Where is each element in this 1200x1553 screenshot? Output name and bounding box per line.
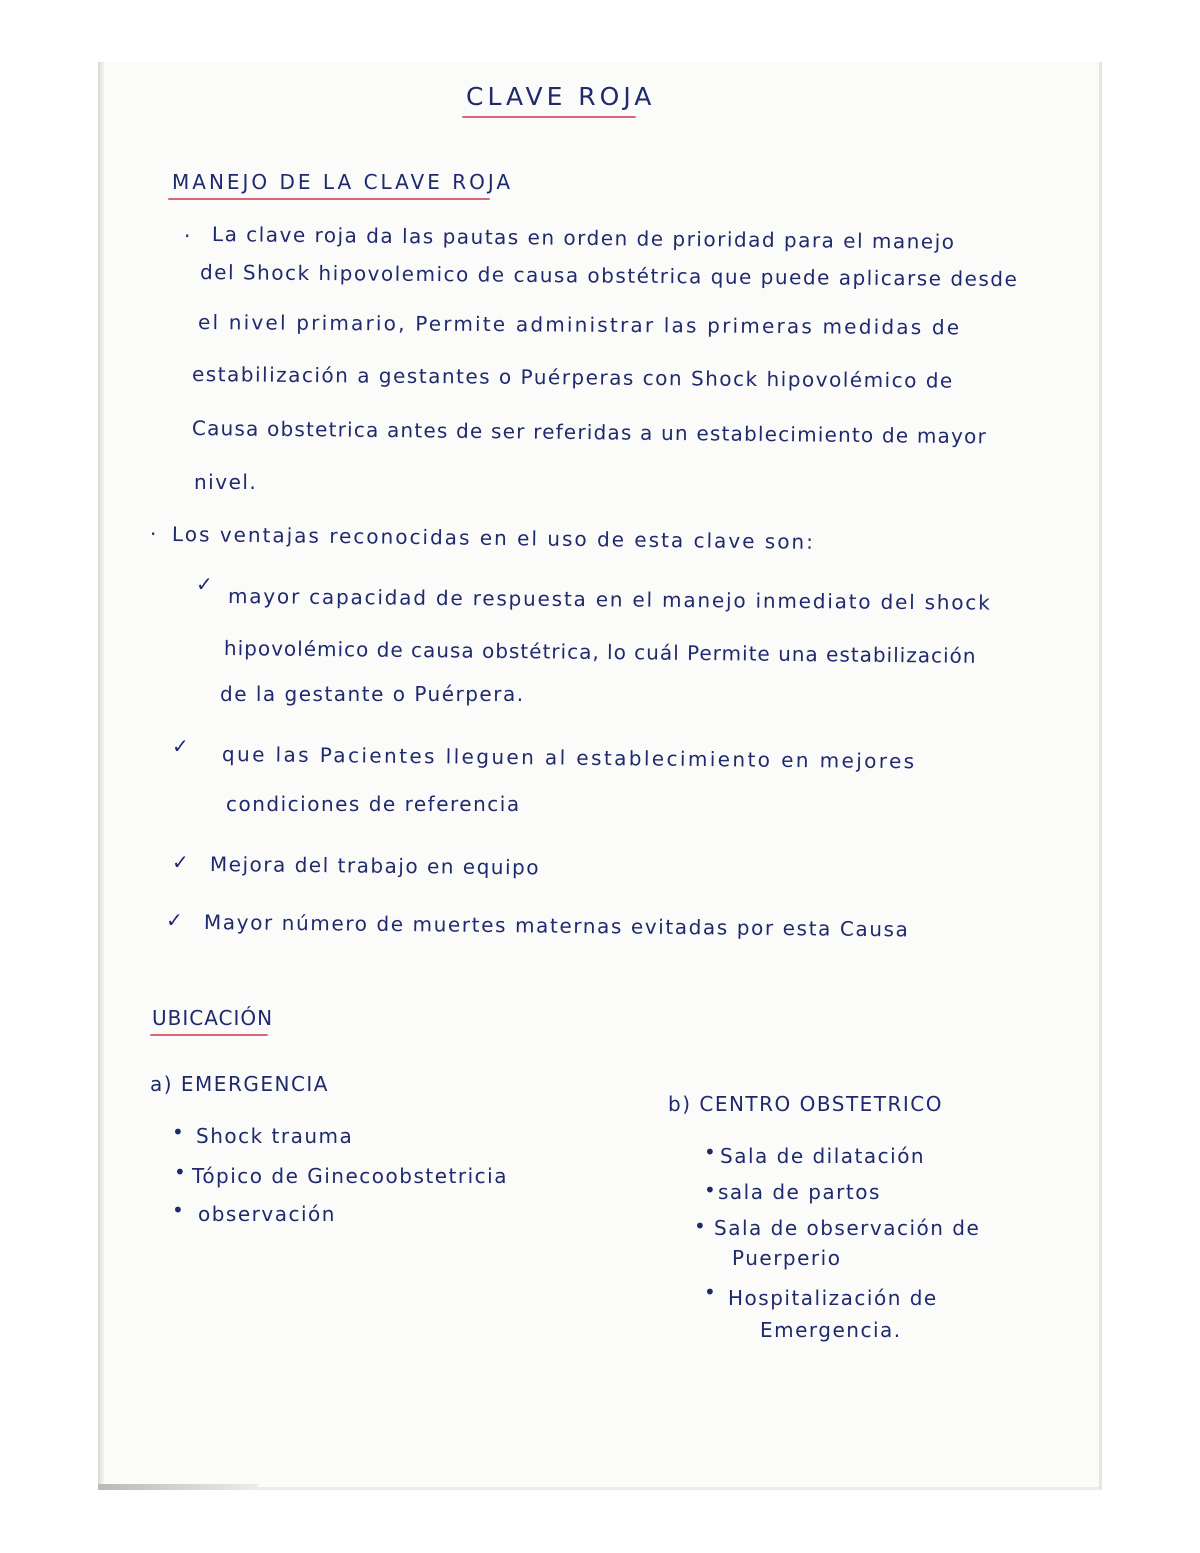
paper-edge-bottom (98, 1484, 258, 1490)
col-b-item-continued: Puerperio (732, 1246, 842, 1270)
col-b-label: b) CENTRO OBSTETRICO (668, 1092, 944, 1116)
ventaja-line: que las Pacientes lleguen al establecimiento en mejores (221, 742, 917, 774)
ubicacion-heading-underline (150, 1034, 268, 1036)
col-a-item: Tópico de Ginecoobstetricia (192, 1164, 508, 1188)
col-a-label: a) EMERGENCIA (150, 1072, 329, 1096)
col-b-bullet: • (704, 1178, 718, 1202)
paragraph-line: el nivel primario, Permite administrar las primeras medidas de (197, 310, 962, 340)
col-b-item-continued: Emergencia. (760, 1318, 902, 1342)
section-heading-ubicacion: UBICACIÓN (152, 1006, 274, 1030)
check-icon: ✓ (166, 908, 185, 932)
col-b-item: Sala de dilatación (720, 1144, 926, 1168)
col-a-bullet: • (172, 1120, 186, 1144)
col-a-bullet: • (172, 1198, 186, 1222)
ventaja-line: de la gestante o Puérpera. (220, 682, 525, 706)
ventaja-line: mayor capacidad de respuesta en el manejo inmediato del shock (227, 584, 992, 615)
ventajas-bullet: . (150, 516, 158, 540)
ventaja-line: Mayor número de muertes maternas evitadas por esta Causa (203, 910, 910, 942)
col-a-bullet: • (174, 1160, 188, 1184)
ventaja-line: hipovolémico de causa obstétrica, lo cuál Permite una estabilización (223, 636, 977, 668)
paper-edge-left (98, 62, 104, 1490)
col-b-item: Hospitalización de (728, 1286, 938, 1310)
col-a-item: Shock trauma (196, 1124, 354, 1148)
col-b-bullet: • (704, 1140, 718, 1164)
col-b-item: sala de partos (718, 1180, 881, 1204)
paragraph-line: nivel. (194, 470, 258, 494)
paragraph-line: estabilización a gestantes o Puérperas con Shock hipovolémico de (191, 362, 954, 393)
title-underline (462, 116, 636, 118)
section-heading-manejo: MANEJO DE LA CLAVE ROJA (172, 170, 514, 194)
check-icon: ✓ (172, 734, 191, 758)
page-title: CLAVE ROJA (466, 82, 656, 111)
col-b-item: Sala de observación de (714, 1216, 981, 1240)
ventaja-line: condiciones de referencia (226, 792, 521, 816)
col-b-bullet: • (704, 1280, 718, 1304)
col-a-item: observación (198, 1202, 336, 1226)
check-icon: ✓ (172, 850, 191, 874)
paragraph-line: del Shock hipovolemico de causa obstétrica que puede aplicarse desde (199, 260, 1019, 292)
ventajas-intro: Los ventajas reconocidas en el uso de esta clave son: (171, 522, 816, 554)
paragraph-line: Causa obstetrica antes de ser referidas a un establecimiento de mayor (191, 416, 988, 449)
paragraph-bullet: . (184, 218, 192, 242)
col-b-bullet: • (694, 1214, 708, 1238)
ventaja-line: Mejora del trabajo en equipo (209, 852, 541, 880)
manejo-heading-underline (168, 198, 490, 200)
paragraph-line: La clave roja da las pautas en orden de prioridad para el manejo (211, 222, 956, 254)
check-icon: ✓ (196, 572, 215, 596)
